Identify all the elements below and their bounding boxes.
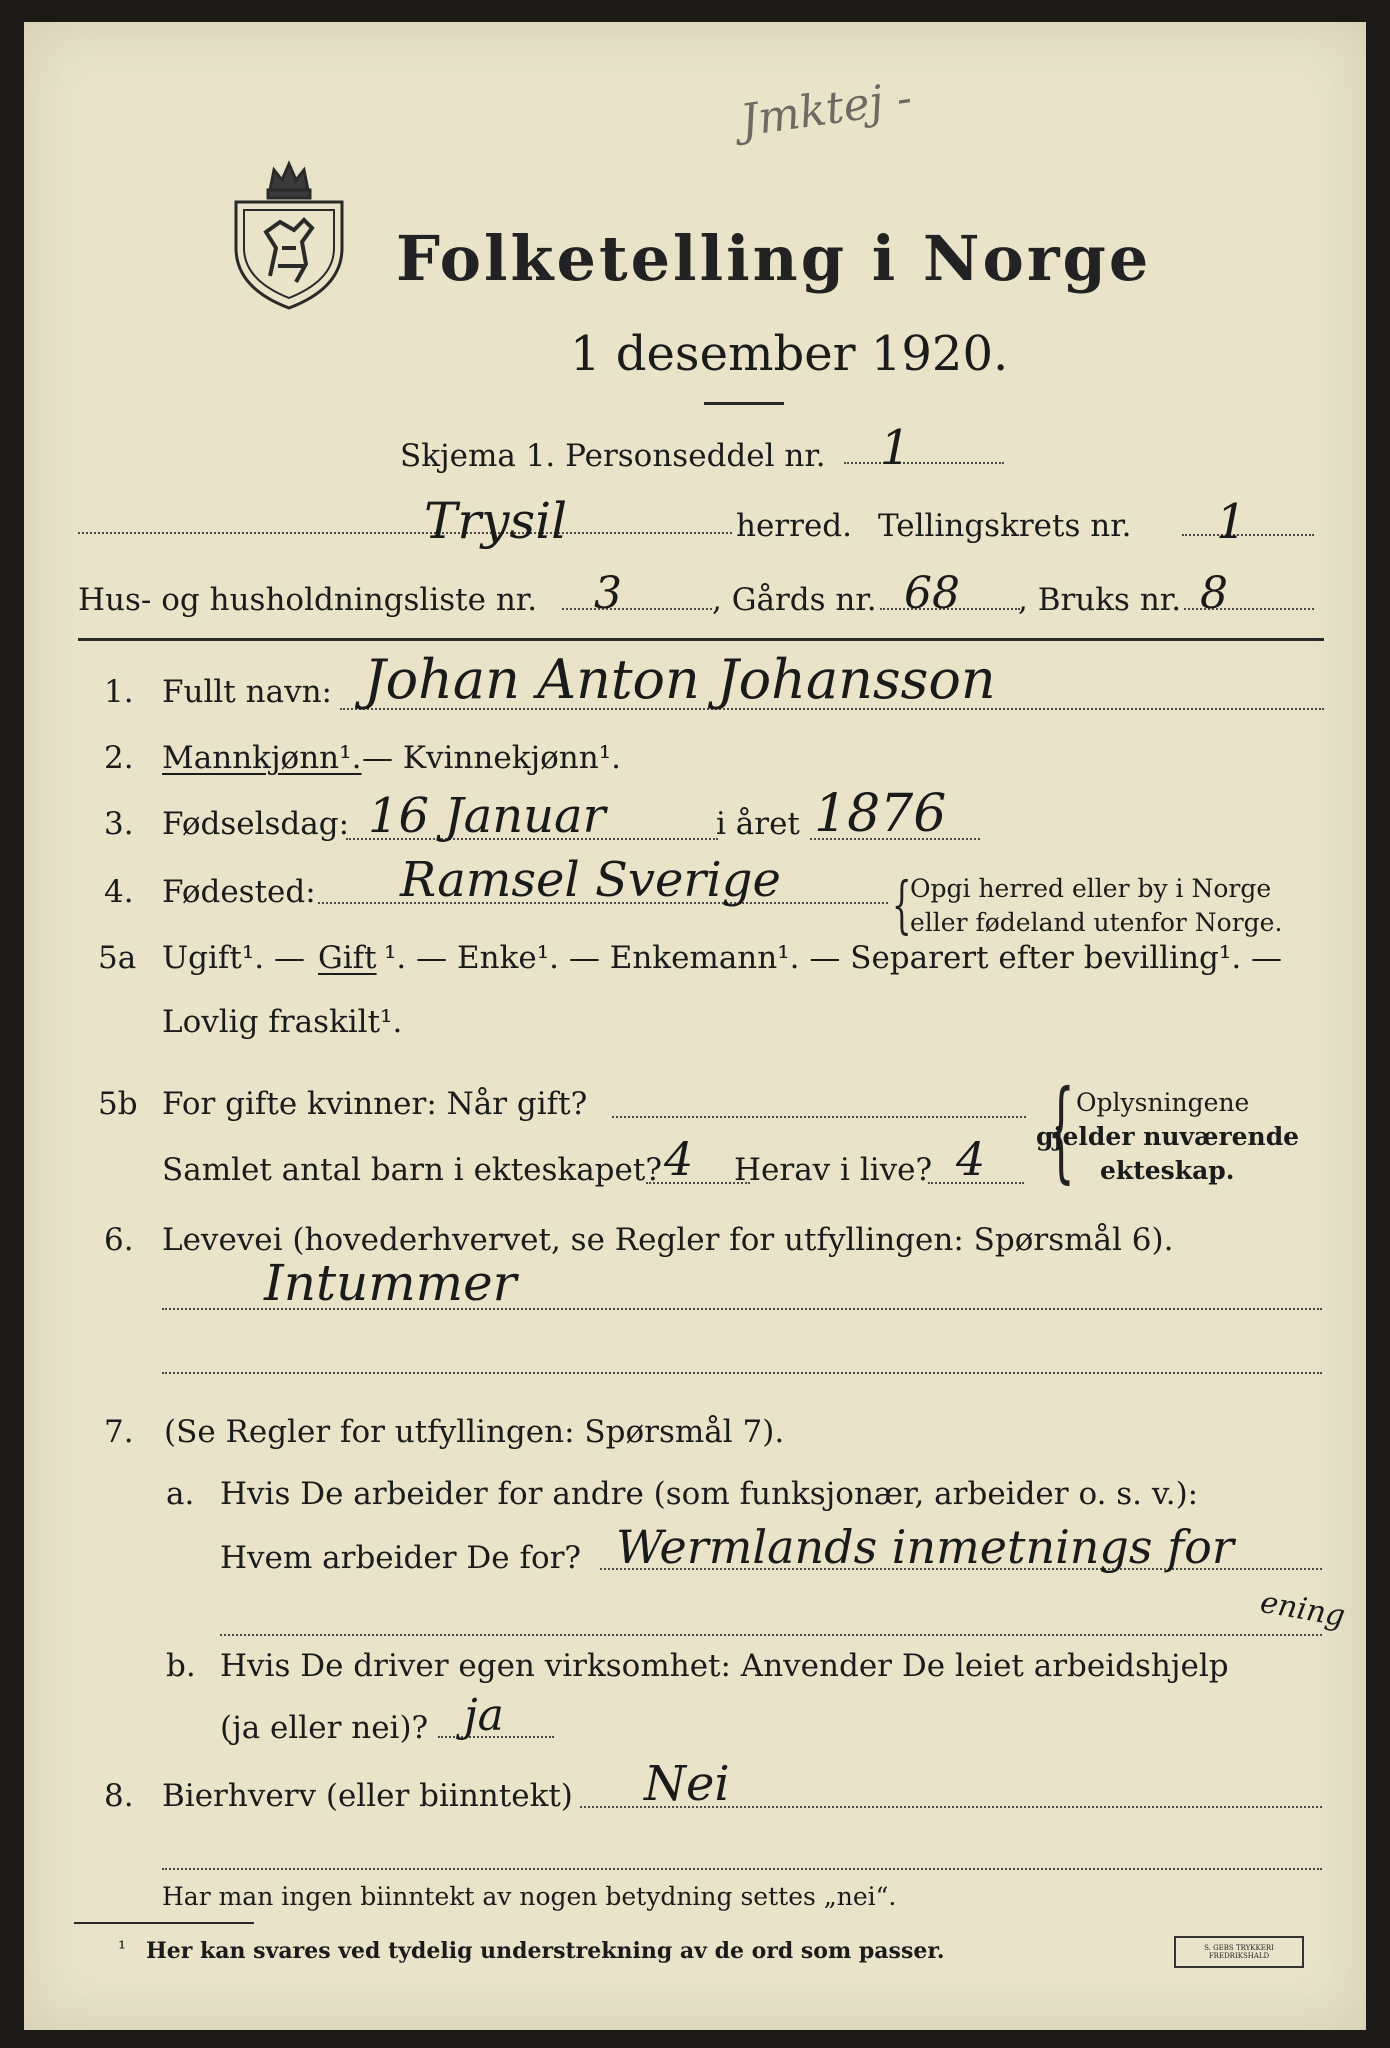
sex-options-rest: — Kvinnekjønn¹. [362,740,621,776]
q5b-note-3: ekteskap. [1100,1156,1235,1185]
herred-value: Trysil [424,492,568,550]
footer-divider [74,1922,254,1924]
herred-label: herred. [736,508,852,544]
q7a-employer-line-2 [220,1634,1322,1636]
bruks-value: 8 [1200,568,1228,619]
tellingskrets-value: 1 [1216,494,1247,550]
q6-label: Levevei (hovederhvervet, se Regler for utfyllingen: Spørsmål 6). [162,1222,1174,1258]
q4-brace: { [891,868,912,941]
bruks-label: , Bruks nr. [1018,582,1182,618]
q5b-number: 5b [98,1086,138,1122]
occupation-value: Intummer [264,1254,517,1312]
gards-value: 68 [904,568,960,619]
title-divider [704,402,784,405]
printer-stamp-text: S. GEBS TRYKKERI FREDRIKSHALD [1204,1944,1274,1960]
employer-value-continued: ening [1257,1584,1348,1635]
q5b-married-line [612,1116,1026,1118]
children-alive-value: 4 [956,1132,986,1186]
children-count-value: 4 [664,1132,694,1186]
footer-note: Har man ingen biinntekt av nogen betydning settes „nei“. [162,1882,897,1911]
tellingskrets-line [1182,534,1314,536]
q5a-rest: ¹. — Enke¹. — Enkemann¹. — Separert efter bevilling¹. — [384,940,1283,976]
gards-label: , Gårds nr. [712,582,877,618]
page-title: Folketelling i Norge [396,222,1152,295]
birth-year-value: 1876 [814,784,947,844]
q7-number: 7. [104,1414,134,1450]
q5b-label-2: Samlet antal barn i ekteskapet? [162,1152,662,1188]
husliste-label: Hus- og husholdningsliste nr. [78,582,538,618]
q5b-alive-label: Herav i live? [734,1152,933,1188]
birthplace-value: Ramsel Sverige [400,852,781,908]
q1-number: 1. [104,674,134,710]
footnote-mark: ¹ [118,1936,127,1960]
q3-year-label: i året [716,806,800,842]
q2-number: 2. [104,740,134,776]
q8-number: 8. [104,1778,134,1814]
husliste-line [562,608,712,610]
q7-label: (Se Regler for utfyllingen: Spørsmål 7). [164,1414,785,1450]
q5a-line-2: Lovlig fraskilt¹. [162,1004,403,1040]
q8-line-2 [162,1868,1322,1870]
q6-number: 6. [104,1222,134,1258]
q5a-number: 5a [98,940,137,976]
q7a-line-1: Hvis De arbeider for andre (som funksjonær, arbeider o. s. v.): [220,1476,1199,1512]
personseddel-line [844,462,1004,464]
coat-of-arms-icon [230,156,348,312]
census-date: 1 desember 1920. [570,326,1009,382]
printer-stamp [1174,1936,1304,1968]
q4-label: Fødested: [162,874,316,910]
schema-label: Skjema 1. Personseddel nr. [400,438,826,474]
q5a-gift-underlined: Gift [318,940,377,976]
q3-number: 3. [104,806,134,842]
q5b-note-2: gjelder nuværende [1036,1122,1300,1151]
q5b-brace: { [1047,1066,1075,1194]
q4-note-2: eller fødeland utenfor Norge. [910,908,1283,937]
q1-label: Fullt navn: [162,674,332,710]
q6-line-2 [162,1372,1322,1374]
q8-label: Bierhverv (eller biinntekt) [162,1778,573,1814]
herred-line [78,532,732,534]
q4-number: 4. [104,874,134,910]
husliste-value: 3 [594,568,622,619]
q5b-label-1: For gifte kvinner: Når gift? [162,1086,588,1122]
q7b-line-1: Hvis De driver egen virksomhet: Anvender De leiet arbeidshjelp [220,1648,1229,1684]
side-income-value: Nei [644,1756,730,1812]
q4-note-1: Opgi herred eller by i Norge [910,874,1272,903]
pencil-note: Jmktej - [737,72,915,147]
employer-value: Wermlands inmetnings for [616,1520,1234,1574]
footnote-text: Her kan svares ved tydelig understrekning av de ord som passer. [146,1938,945,1964]
q5a-ugift: Ugift¹. — [162,940,305,976]
q7a-line-2: Hvem arbeider De for? [220,1540,582,1576]
full-name-value: Johan Anton Johansson [364,648,996,711]
q5b-note-1: Oplysningene [1076,1088,1250,1117]
q3-label: Fødselsdag: [162,806,350,842]
tellingskrets-label: Tellingskrets nr. [878,508,1132,544]
header-divider [78,638,1324,641]
hired-help-value: ja [464,1690,504,1741]
sex-male-underlined: Mannkjønn¹. [162,740,362,776]
birthdate-value: 16 Januar [368,788,606,844]
personseddel-value: 1 [880,420,911,476]
q7b-line-2: (ja eller nei)? [220,1710,429,1746]
q7a-letter: a. [166,1476,195,1512]
q7b-letter: b. [166,1648,196,1684]
census-form [24,22,1366,2030]
